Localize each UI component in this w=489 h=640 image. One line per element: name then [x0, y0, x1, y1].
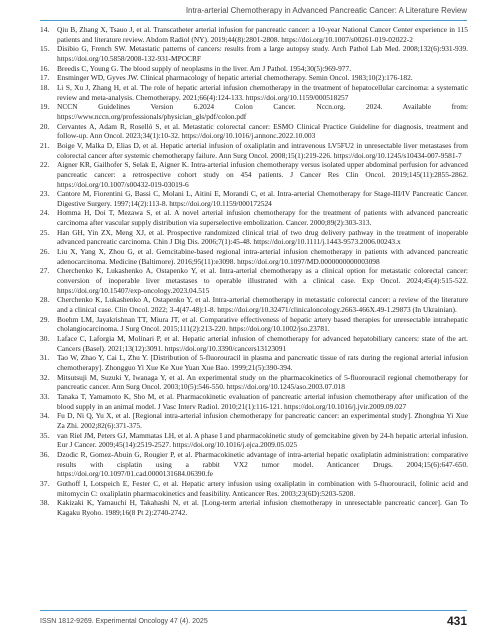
- reference-text: Dzodic R, Gomez-Abuin G, Rougier P, et al. Pharmacokinetic advantage of intra-arterial hepatic oxaliplatin administration: comparative results with cisplatin using a rabbit VX2 tumor model. Anticancer Drugs. 2004;15(6):647-650. https://doi.org/10.1097/01.cad.0000131684.06390.fe: [57, 449, 468, 479]
- journal-issn: ISSN 1812-9269. Experimental Oncology 47 (4). 2025: [40, 617, 208, 625]
- reference-text: Homma H, Doi T, Mezawa S, et al. A novel arterial infusion chemotherapy for the treatment of patients with advanced pancreatic carcinoma after vascular supply distribution via superselective embolization. Cancer. 2000;89(2):303-313.: [57, 208, 468, 228]
- reference-text: Cherchenko K, Lukashenko A, Ostapenko Y, et al. Intra-arterial chemotherapy as a clinical option for metastatic colorectal cancer: conversion of inoperable liver metastases to operable illustrated with a clinical case. Exp Oncol. 2024;45(4):515-522. https://doi.org/10.15407/exp-oncology.2023.04.515: [57, 266, 468, 295]
- reference-text: Mitsutsuji M, Suzuki Y, Iwanaga Y, et al. An experimental study on the pharmacokinetics of 5-fluorouracil regional chemotherapy for pancreatic cancer. Ann Surg Oncol. 2003;10(5):546-550. https://doi.org/10.1245/aso.2003.07.018: [57, 372, 468, 392]
- reference-number: 38.: [40, 498, 50, 508]
- reference-text: Ensminger WD, Gyves JW. Clinical pharmacology of hepatic arterial chemotherapy. Semin Oncol. 1983;10(2):176-182.: [57, 73, 413, 83]
- reference-number: 36.: [40, 449, 50, 459]
- reference-item: [40, 411, 468, 430]
- reference-item: [40, 479, 468, 498]
- reference-text: Tao W, Zhao Y, Cai L, Zhu Y. [Distribution of 5-fluorouracil in plasma and pancreatic tissue of rats during the regional arterial infusion chemotherapy]. Zhongguo Yi Xue Ke Xue Yuan Xue Bao. 1999;21(5):390-394.: [57, 353, 468, 372]
- page-header: [40, 0, 467, 21]
- reference-text: Disibio G, French SW. Metastatic patterns of cancers: results from a large autopsy study. Arch Pathol Lab Med. 2008;132(6):931-939. https://doi.org/10.5858/2008-132-931-MPOCRF: [57, 44, 468, 63]
- reference-number: 27.: [40, 266, 50, 276]
- reference-item: [40, 247, 468, 266]
- reference-text: Fu D, Ni Q, Yu X, et al. [Regional intra-arterial infusion chemotherapy for pancreatic cancer: an experimental study]. Zhonghua Yi Xue Za Zhi. 2002;82(6):371-375.: [57, 411, 468, 430]
- reference-item: [40, 83, 468, 102]
- reference-number: 20.: [40, 121, 50, 131]
- reference-number: 31.: [40, 353, 50, 363]
- reference-number: 15.: [40, 44, 50, 54]
- reference-item: [40, 334, 468, 353]
- reference-number: 18.: [40, 82, 50, 92]
- reference-item: [40, 160, 468, 189]
- reference-item: [40, 498, 468, 517]
- reference-text: Boige V, Malka D, Elias D, et al. Hepatic arterial infusion of oxaliplatin and intravenous LV5FU2 in unresectable liver metastases from colorectal cancer after systemic chemotherapy failure. Ann Surg Oncol. 2008;15(1):219-226. https://doi.org/10.1245/s10434-007-9581-7: [57, 140, 468, 160]
- reference-text: NCCN Guidelines Version 6.2024 Colon Cancer. Nccn.org. 2024. Available from: https://www.nccn.org/professionals/physician_gls/pdf/colon.pdf: [57, 102, 468, 121]
- reference-number: 28.: [40, 295, 50, 305]
- reference-text: Liu X, Yang X, Zhou G, et al. Gemcitabine-based regional intra-arterial infusion chemotherapy in patients with advanced pancreatic adenocarcinoma. Medicine (Baltimore). 2016;95(11):e3098. https://doi.org/10.1097/MD.0000000000003098: [57, 247, 468, 266]
- reference-item: [40, 450, 468, 479]
- reference-text: Tanaka T, Yamamoto K, Sho M, et al. Pharmacokinetic evaluation of pancreatic arterial infusion chemotherapy after unification of the blood supply in an animal model. J Vasc Interv Radiol. 2010;21(1):116-121. https://doi.org/10.1016/j.jvir.2009.09.027: [57, 391, 468, 411]
- reference-list: [40, 25, 468, 517]
- reference-number: 14.: [40, 25, 50, 34]
- reference-number: 26.: [40, 247, 50, 257]
- reference-item: [40, 141, 468, 160]
- reference-text: Qiu B, Zhang X, Tsauo J, et al. Transcatheter arterial infusion for pancreatic cancer: a 10-year National Cancer Center experience in 115 patients and literature review. Abdom Radiol (NY). 2019;44(8):2801-2808. https://doi.org/10.1007/s00261-019-02022-2: [57, 25, 468, 44]
- reference-item: [40, 73, 468, 83]
- reference-item: [40, 189, 468, 208]
- reference-number: 23.: [40, 189, 50, 199]
- reference-text: Han GH, Yin ZX, Meng XJ, et al. Prospective randomized clinical trial of two drug delivery pathway in the treatment of inoperable advanced pancreatic carcinoma. Chin J Dig Dis. 2006;7(1):45-48. https://doi.org/10.1111/j.1443-9573.2006.00243.x: [57, 227, 468, 247]
- reference-item: [40, 208, 468, 227]
- reference-item: [40, 295, 468, 314]
- reference-item: [40, 353, 468, 372]
- page-footer: [40, 610, 467, 631]
- reference-number: 37.: [40, 478, 50, 488]
- reference-item: [40, 392, 468, 411]
- reference-text: Kakizaki K, Yamauchi H, Takahashi N, et al. [Long-term arterial infusion chemotherapy in unresectable pancreatic cancer]. Gan To Kagaku Ryoho. 1989;16(8 Pt 2):2740-2742.: [57, 498, 468, 517]
- reference-number: 19.: [40, 102, 50, 112]
- reference-item: [40, 44, 468, 63]
- reference-item: [40, 228, 468, 247]
- reference-number: 16.: [40, 63, 50, 73]
- reference-number: 34.: [40, 411, 50, 421]
- reference-number: 25.: [40, 227, 50, 237]
- reference-text: Breedis C, Young G. The blood supply of neoplasms in the liver. Am J Pathol. 1954;30(5):969-977.: [57, 63, 352, 73]
- reference-item: [40, 64, 468, 74]
- reference-number: 17.: [40, 73, 50, 83]
- reference-number: 32.: [40, 372, 50, 382]
- reference-number: 21.: [40, 140, 50, 150]
- reference-text: Laface C, Laforgia M, Molinari P, et al. Hepatic arterial infusion of chemotherapy for advanced hepatobiliary cancers: state of the art. Cancers (Basel). 2021;13(12):3091. https://doi.org/10.3390/cancers13123091: [57, 334, 468, 353]
- reference-item: [40, 122, 468, 141]
- page-number: 431: [446, 614, 467, 628]
- reference-item: [40, 266, 468, 295]
- reference-item: [40, 102, 468, 121]
- reference-text: Boehm LM, Jayakrishnan TT, Miura JT, et al. Comparative effectiveness of hepatic artery based therapies for unresectable intrahepatic cholangiocarcinoma. J Surg Oncol. 2015;111(2):213-220. https://doi.org/10.1002/jso.23781.: [57, 314, 468, 334]
- reference-text: Cervantes A, Adam R, Roselló S, et al. Metastatic colorectal cancer: ESMO Clinical Practice Guideline for diagnosis, treatment and follow-up. Ann Oncol. 2023;34(1):10-32. https://doi.org/10.1016/j.annonc.2022.10.003: [57, 121, 468, 141]
- reference-text: Li S, Xu J, Zhang H, et al. The role of hepatic arterial infusion chemotherapy in the treatment of hepatocellular carcinoma: a systematic review and meta-analysis. Chemotherapy. 2021;66(4):124-133. https://doi.org/10.1159/000518257: [57, 82, 468, 102]
- reference-text: van Riel JM, Peters GJ, Mammatas LH, et al. A phase I and pharmacokinetic study of gemcitabine given by 24-h hepatic arterial infusion. Eur J Cancer. 2009;45(14):2519-2527. https://doi.org/10.1016/j.ejca.2009.05.025: [57, 430, 468, 450]
- reference-item: [40, 431, 468, 450]
- reference-number: 35.: [40, 430, 50, 440]
- reference-number: 30.: [40, 334, 50, 343]
- reference-text: Cherchenko K, Lukashenko A, Ostapenko Y, et al. Intra-arterial chemotherapy in metastatic colorectal cancer: a review of the literature and a clinical case. Clin Oncol. 2022; 3-4(47-48):1-8. https://doi.org/10.32471/clinicaloncology.2663-466X.49-1.29873 (In Ukrainian).: [57, 295, 468, 315]
- reference-number: 29.: [40, 314, 50, 324]
- reference-text: Cantore M, Fiorentini G, Bassi C, Molani L, Aitini E, Morandi C, et al. Intra-arterial Chemotherapy for Stage-III/IV Pancreatic Cancer. Digestive Surgery. 1997;14(2):113-8. https://doi.org/10.1159/000172524: [57, 189, 468, 208]
- reference-number: 33.: [40, 391, 50, 401]
- reference-item: [40, 315, 468, 334]
- reference-text: Aigner KR, Gailhofer S, Selak E, Aigner K. Intra-arterial infusion chemotherapy versus isolated upper abdominal perfusion for advanced pancreatic cancer: a retrospective cohort study on 454 patients. J Cancer Res Clin Oncol. 2019;145(11):2855-2862. https://doi.org/10.1007/s00432-019-03019-6: [57, 160, 468, 189]
- reference-number: 24.: [40, 208, 50, 218]
- reference-text: Guthoff I, Lotspeich E, Fester C, et al. Hepatic artery infusion using oxaliplatin in combination with 5-fluorouracil, folinic acid and mitomycin C: oxaliplatin pharmacokinetics and feasibility. Anticancer Res. 2003;23(6D):5203-5208.: [57, 478, 468, 498]
- running-title: Intra-arterial Chemotherapy in Advanced Pancreatic Cancer: A Literature Review: [185, 5, 467, 15]
- reference-item: [40, 373, 468, 392]
- reference-item: [40, 25, 468, 44]
- reference-number: 22.: [40, 160, 50, 170]
